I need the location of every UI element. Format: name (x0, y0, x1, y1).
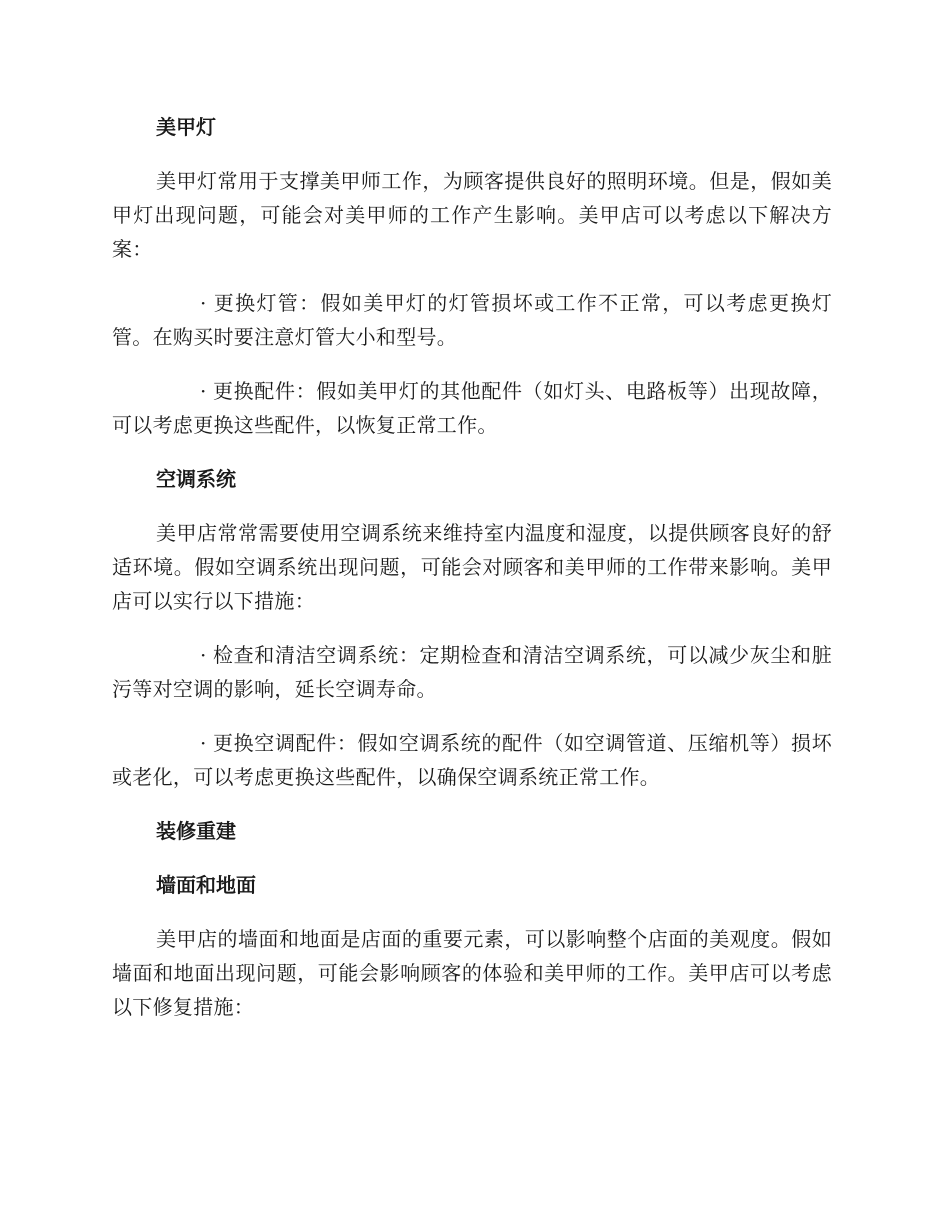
bullet-text: 检查和清洁空调系统：定期检查和清洁空调系统，可以减少灰尘和脏污等对空调的影响，延长空调寿命。 (112, 643, 832, 701)
subsection-heading-walls-floors: 墙面和地面 (156, 873, 256, 897)
section-heading-nail-lamp: 美甲灯 (156, 115, 216, 139)
bullet-item (112, 638, 832, 706)
section-intro-walls-floors: 美甲店的墙面和地面是店面的重要元素，可以影响整个店面的美观度。假如墙面和地面出现问题，可能会影响顾客的体验和美甲师的工作。美甲店可以考虑以下修复措施： (112, 927, 832, 1019)
section-heading-renovation: 装修重建 (156, 819, 236, 843)
bullet-item (112, 374, 832, 442)
section-intro-nail-lamp: 美甲灯常用于支撑美甲师工作，为顾客提供良好的照明环境。但是，假如美甲灯出现问题，可能会对美甲师的工作产生影响。美甲店可以考虑以下解决方案： (112, 169, 832, 261)
section-heading-air-conditioning: 空调系统 (156, 467, 236, 491)
bullet-text: 更换空调配件：假如空调系统的配件（如空调管道、压缩机等）损坏或老化，可以考虑更换这些配件，以确保空调系统正常工作。 (112, 731, 832, 789)
bullet-dot: · (200, 291, 207, 315)
bullet-item (112, 286, 832, 354)
bullet-dot: · (200, 379, 207, 403)
section-intro-air-conditioning: 美甲店常常需要使用空调系统来维持室内温度和湿度，以提供顾客良好的舒适环境。假如空调系统出现问题，可能会对顾客和美甲师的工作带来影响。美甲店可以实行以下措施： (112, 521, 832, 613)
bullet-dot: · (200, 731, 207, 755)
bullet-text: 更换灯管：假如美甲灯的灯管损坏或工作不正常，可以考虑更换灯管。在购买时要注意灯管大小和型号。 (112, 291, 832, 349)
document-page (112, 110, 832, 1044)
bullet-dot: · (200, 643, 207, 667)
bullet-text: 更换配件：假如美甲灯的其他配件（如灯头、电路板等）出现故障，可以考虑更换这些配件，以恢复正常工作。 (112, 379, 832, 437)
bullet-item (112, 726, 832, 794)
